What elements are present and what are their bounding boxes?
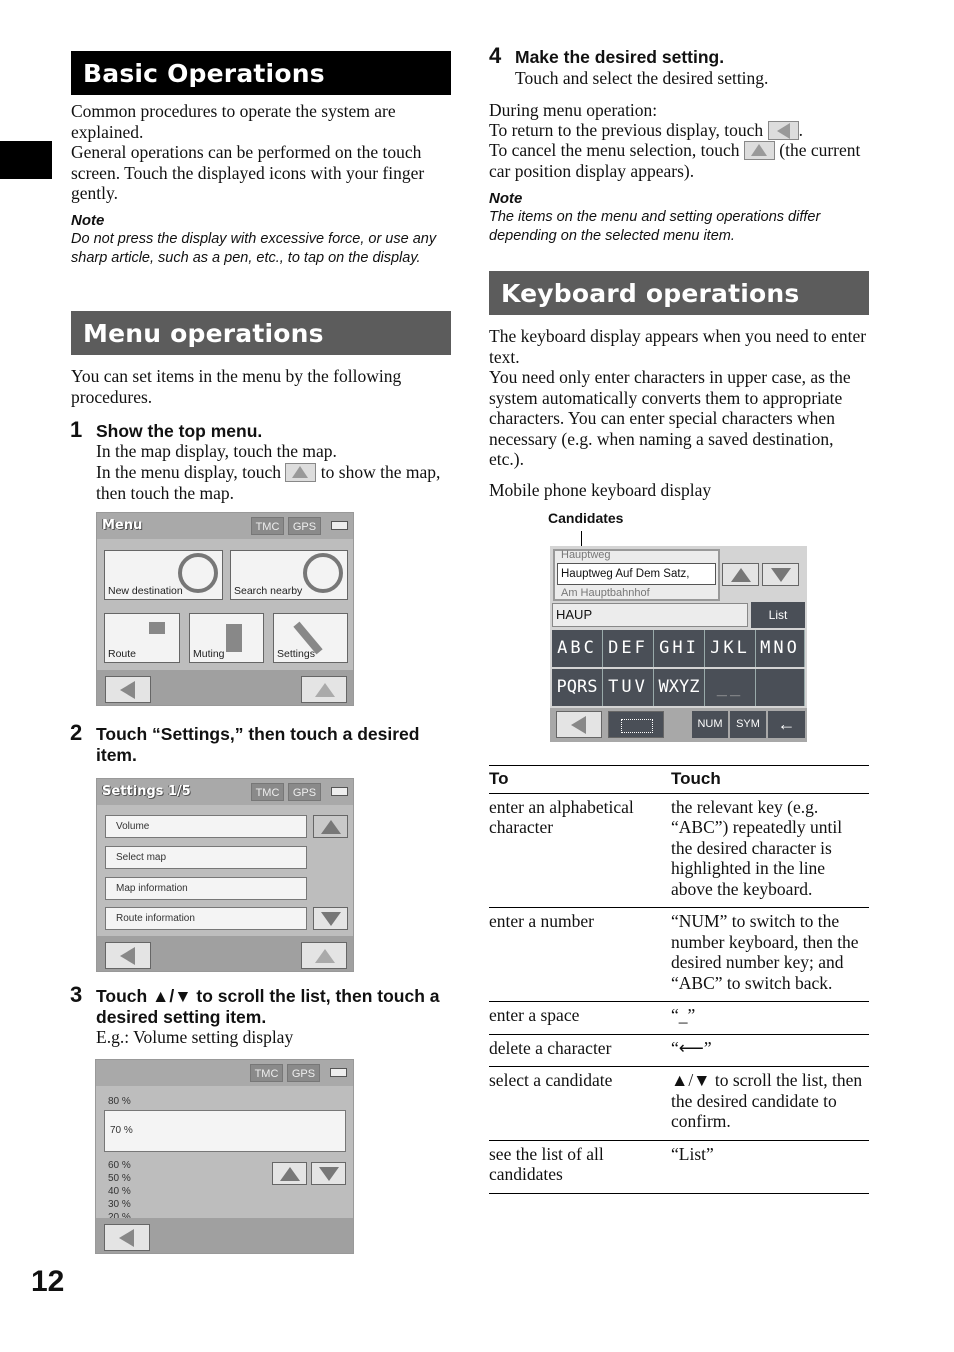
table-cell-to: see the list of all candidates xyxy=(489,1140,671,1193)
gps-indicator: GPS xyxy=(288,517,321,535)
key-abc[interactable]: ABC xyxy=(552,630,603,667)
tmc-indicator: TMC xyxy=(251,517,284,535)
step1-line2 xyxy=(96,462,451,503)
during-line-1: During menu operation: xyxy=(489,100,658,120)
basic-operations-heading: Basic Operations xyxy=(71,51,451,95)
candidate-up-button[interactable] xyxy=(722,563,759,586)
text-input[interactable]: HAUP xyxy=(552,603,748,627)
settings-item-route-information[interactable]: Route information xyxy=(105,907,307,930)
speaker-icon xyxy=(226,624,242,652)
back-button[interactable] xyxy=(556,711,602,738)
tile-new-destination[interactable] xyxy=(104,550,223,600)
battery-icon xyxy=(330,1068,347,1077)
down-arrow-icon xyxy=(321,912,341,926)
during-line-2b: . xyxy=(798,120,803,140)
key-mno[interactable]: MNO xyxy=(756,630,805,667)
keyboard-operations-heading: Keyboard operations xyxy=(489,271,869,315)
menu-operations-heading: Menu operations xyxy=(71,311,451,355)
keyboard-toggle-button[interactable] xyxy=(608,711,664,738)
scroll-down-button[interactable] xyxy=(311,1162,346,1185)
during-line-3b: (the current car position display appears). xyxy=(489,140,861,181)
num-button[interactable]: NUM xyxy=(692,711,728,738)
basic-note-text: Do not press the display with excessive force, or use any sharp article, such as a pen, etc., to tap on the display. xyxy=(71,231,437,266)
key-space[interactable]: __ xyxy=(705,669,756,706)
map-arrow-icon xyxy=(315,683,335,697)
candidate-selected[interactable]: Hauptweg Auf Dem Satz, xyxy=(557,563,716,585)
table-row xyxy=(489,1002,869,1035)
settings-item-map-information[interactable]: Map information xyxy=(105,877,307,900)
step3-title: Touch ▲/▼ to scroll the list, then touch a desired setting item. xyxy=(96,986,440,1027)
back-button[interactable] xyxy=(104,1224,150,1251)
side-tab-marker xyxy=(0,141,52,179)
key-def[interactable]: DEF xyxy=(603,630,654,667)
candidate-down-button[interactable] xyxy=(762,563,799,586)
during-line-2a: To return to the previous display, touch xyxy=(489,120,764,140)
map-arrow-icon xyxy=(315,949,335,963)
table-cell-to: delete a character xyxy=(489,1034,671,1067)
table-cell-touch: the relevant key (e.g. “ABC”) repeatedly until the desired character is highlighted in the line above the keyboard. xyxy=(671,793,869,908)
during-line-3 xyxy=(489,140,869,181)
scroll-down-button[interactable] xyxy=(313,907,348,930)
table-row xyxy=(489,1034,869,1067)
table-cell-touch: “NUM” to switch to the number keyboard, then the desired number key; and “ABC” to switch back. xyxy=(671,908,869,1002)
settings-screenshot xyxy=(96,778,354,972)
table-cell-touch: ▲/▼ to scroll the list, then the desired candidate to confirm. xyxy=(671,1067,869,1141)
step4-number: 4 xyxy=(489,43,502,68)
key-tuv[interactable]: TUV xyxy=(603,669,654,706)
gps-indicator: GPS xyxy=(287,1064,320,1082)
settings-item-select-map[interactable]: Select map xyxy=(105,846,307,869)
basic-para-1: Common procedures to operate the system are explained. xyxy=(71,101,396,142)
table-cell-touch: “List” xyxy=(671,1140,869,1193)
right-note-title: Note xyxy=(489,190,523,207)
tile-label: Muting xyxy=(193,648,225,660)
tile-route[interactable] xyxy=(104,613,180,663)
table-cell-to: select a candidate xyxy=(489,1067,671,1141)
list-button[interactable]: List xyxy=(751,602,805,628)
step1-line2b: to show the map, then touch the map. xyxy=(96,462,441,503)
key-wxyz[interactable]: WXYZ xyxy=(654,669,705,706)
backspace-arrow-icon: ← xyxy=(777,714,796,734)
candidate-below[interactable]: Am Hauptbahnhof xyxy=(561,587,650,599)
level-80: 80 % xyxy=(108,1096,131,1107)
tmc-indicator: TMC xyxy=(251,783,284,801)
tile-muting[interactable] xyxy=(189,613,264,663)
candidates-label: Candidates xyxy=(548,510,624,526)
flag-icon xyxy=(149,622,165,634)
kb-para-2: You need only enter characters in upper case, as the system automatically converts them to appropriate characters. You can enter special characters when necessary (e.g. when naming a saved destination, etc.). xyxy=(489,367,851,469)
during-line-2 xyxy=(489,120,869,141)
scroll-up-button[interactable] xyxy=(313,815,348,838)
level-60: 60 % xyxy=(108,1160,131,1171)
map-icon xyxy=(744,141,775,160)
back-arrow-icon xyxy=(120,681,135,699)
key-jkl[interactable]: JKL xyxy=(705,630,756,667)
level-70-selected[interactable]: 70 % xyxy=(104,1110,346,1152)
settings-title: Settings 1/5 xyxy=(102,784,191,799)
tmc-indicator: TMC xyxy=(250,1064,283,1082)
back-button[interactable] xyxy=(105,942,151,969)
candidate-above[interactable]: Hauptweg xyxy=(561,549,611,561)
settings-item-volume[interactable]: Volume xyxy=(105,815,307,838)
tile-label: New destination xyxy=(108,585,183,597)
back-arrow-icon xyxy=(571,716,586,734)
keyboard-icon xyxy=(621,719,653,733)
search-arrow-icon xyxy=(303,553,343,593)
right-note-text: The items on the menu and setting operations differ depending on the selected menu item. xyxy=(489,209,821,244)
up-arrow-icon xyxy=(280,1167,300,1181)
step1-line2a: In the menu display, touch xyxy=(96,462,282,482)
key-pqrs[interactable]: PQRS xyxy=(552,669,603,706)
battery-icon xyxy=(331,521,348,530)
volume-screenshot xyxy=(95,1059,354,1254)
up-arrow-icon xyxy=(321,820,341,834)
during-line-3a: To cancel the menu selection, touch xyxy=(489,140,740,160)
menu-title: Menu xyxy=(102,518,143,533)
tile-label: Settings xyxy=(277,648,315,660)
table-row xyxy=(489,793,869,908)
step4-title: Make the desired setting. xyxy=(515,47,725,67)
table-cell-touch: “⟵” xyxy=(671,1034,869,1067)
down-arrow-icon xyxy=(319,1167,339,1181)
menu-screenshot xyxy=(96,512,354,706)
down-arrow-icon xyxy=(771,568,791,582)
keyboard-screenshot xyxy=(550,546,807,742)
level-50: 50 % xyxy=(108,1173,131,1184)
step2-number: 2 xyxy=(70,720,83,745)
table-row xyxy=(489,1140,869,1193)
step1-number: 1 xyxy=(70,417,83,442)
gps-indicator: GPS xyxy=(288,783,321,801)
key-blank xyxy=(756,669,805,706)
step1-line1: In the map display, touch the map. xyxy=(96,441,337,461)
level-40: 40 % xyxy=(108,1186,131,1197)
arrow-cursor-icon xyxy=(178,553,218,593)
back-arrow-icon xyxy=(119,1229,134,1247)
tile-settings[interactable] xyxy=(273,613,348,663)
map-icon xyxy=(285,463,316,482)
table-header-to: To xyxy=(489,766,671,794)
table-cell-to: enter an alphabetical character xyxy=(489,793,671,908)
table-header-row xyxy=(489,766,869,794)
table-cell-to: enter a number xyxy=(489,908,671,1002)
key-ghi[interactable]: GHI xyxy=(654,630,705,667)
table-row xyxy=(489,1067,869,1141)
kb-para-1: The keyboard display appears when you need to enter text. xyxy=(489,326,867,367)
delete-button[interactable] xyxy=(768,711,805,738)
keyboard-table xyxy=(489,765,869,1194)
basic-para-2: General operations can be performed on the touch screen. Touch the displayed icons with your finger gently. xyxy=(71,142,425,203)
step4-text: Touch and select the desired setting. xyxy=(515,68,769,88)
step2-title: Touch “Settings,” then touch a desired item. xyxy=(96,724,420,765)
step1-title: Show the top menu. xyxy=(96,421,263,441)
kb-caption: Mobile phone keyboard display xyxy=(489,480,712,500)
sym-button[interactable]: SYM xyxy=(730,711,766,738)
back-icon xyxy=(768,121,799,140)
scroll-up-button[interactable] xyxy=(272,1162,307,1185)
table-cell-touch: “_” xyxy=(671,1002,869,1035)
battery-icon xyxy=(331,787,348,796)
table-header-touch: Touch xyxy=(671,766,869,794)
level-30: 30 % xyxy=(108,1199,131,1210)
up-arrow-icon xyxy=(731,568,751,582)
tile-search-nearby[interactable] xyxy=(230,550,348,600)
step3-number: 3 xyxy=(70,982,83,1007)
map-button[interactable] xyxy=(301,942,347,969)
back-arrow-icon xyxy=(120,947,135,965)
step3-example: E.g.: Volume setting display xyxy=(96,1027,294,1047)
map-button[interactable] xyxy=(301,676,347,703)
page-number: 12 xyxy=(31,1265,65,1298)
menu-intro: You can set items in the menu by the following procedures. xyxy=(71,366,402,407)
back-button[interactable] xyxy=(105,676,151,703)
basic-note-title: Note xyxy=(71,212,105,229)
table-cell-to: enter a space xyxy=(489,1002,671,1035)
table-row xyxy=(489,908,869,1002)
tile-label: Route xyxy=(108,648,137,660)
tile-label: Search nearby xyxy=(234,585,303,597)
